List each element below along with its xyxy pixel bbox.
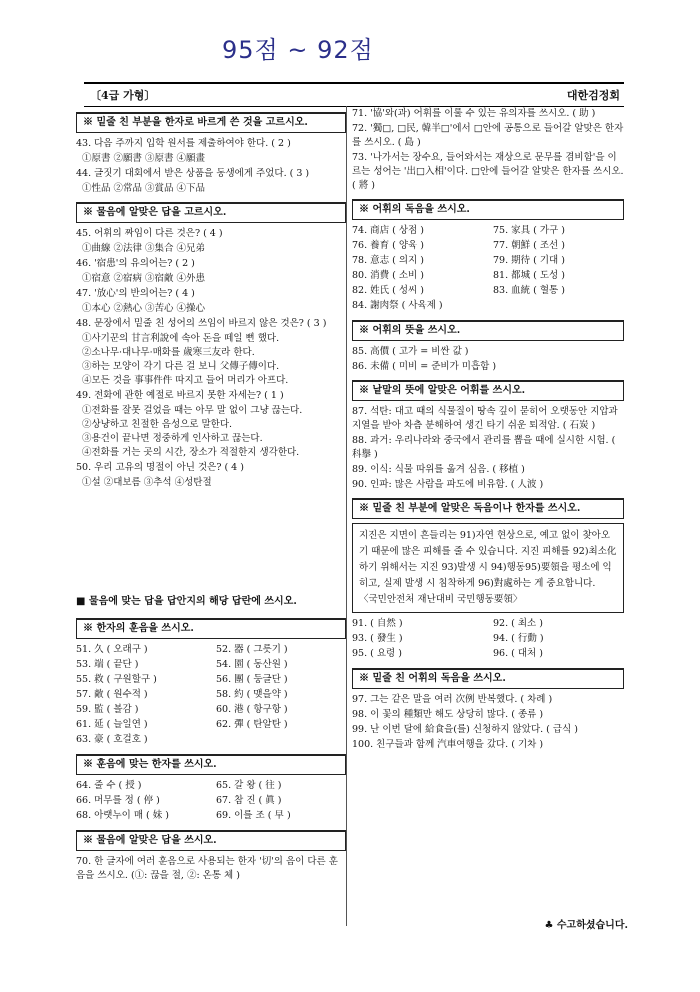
question-72: 72. '獨□, □民, 韓半□'에서 □안에 공통으로 들어갈 알맞은 한자를 쓰시오. ( 島 ) [352,123,624,148]
dokeum-item: 75. 家具 ( 가구 ) [493,225,565,236]
option-48-1: ①사기꾼의 甘言利說에 속아 돈을 떼일 뻔 했다. [82,333,280,344]
passage-answer: 91. ( 自然 ) [352,618,403,629]
hunum-item [216,733,346,748]
exam-level: 〔4급 가형〕 [90,89,156,102]
hunum-grid [76,643,346,748]
hunum-item: 56. 團 ( 둥글단 ) [216,674,288,685]
option-48-2: ②소나무·대나무·매화를 歲寒三友라 한다. [82,347,255,358]
handwritten-score-note: 95점 ~ 92점 [222,36,374,64]
passage-answer: 96. ( 대처 ) [493,648,543,659]
hunum-item: 60. 港 ( 항구항 ) [216,704,288,715]
question-47: 47. '放心'의 반의어는? ( 4 ) [76,288,195,299]
passage-answer: 92. ( 최소 ) [493,618,543,629]
reading-passage: 지진은 지면이 흔들리는 91)자연 현상으로, 예고 없이 찾아오기 때문에 많은 피해를 줄 수 있습니다. 지진 피해를 92)최소化하기 위해서는 지진 93)발생 시 94)행동95)要領을 평소에 익히고, 실제 발생 시 침착하게 96)對處하는 게 중요합니다. 〈국민안전처 재난대비 국민행동要領〉 [352,523,624,613]
fill-item: 66. 머무를 정 ( 停 ) [76,795,160,806]
dokeum-item: 78. 意志 ( 의지 ) [352,255,424,266]
section-title: ※ 밑줄 친 부분을 한자로 바르게 쓴 것을 고르시오. [76,112,346,133]
fill-item: 67. 참 진 ( 眞 ) [216,795,282,806]
section-title: ※ 훈음에 맞는 한자를 쓰시오. [76,754,346,775]
fill-item: 69. 이를 조 ( 早 ) [216,810,291,821]
hunum-item: 58. 約 ( 맺을약 ) [216,689,288,700]
fill-item: 65. 갈 왕 ( 往 ) [216,780,282,791]
dokeum-grid [352,224,624,314]
question-45: 45. 어휘의 짜임이 다른 것은? ( 4 ) [76,228,223,239]
section-title: ※ 한자의 훈음을 쓰시오. [76,618,346,639]
fill-item: 64. 줄 수 ( 授 ) [76,780,142,791]
options-43: ①原書 ②願書 ③原書 ④願畫 [82,153,206,164]
question-48: 48. 문장에서 밑줄 친 성어의 쓰임이 바르지 않은 것은? ( 3 ) [76,318,327,329]
dokeum-item: 81. 都城 ( 도성 ) [493,270,565,281]
hunum-item: 55. 救 ( 구원할구 ) [76,674,157,685]
question-70: 70. 한 글자에 여러 훈음으로 사용되는 한자 '切'의 음이 다른 훈음을 쓰시오. (①: 끊을 절, ②: 온통 체 ) [76,856,338,881]
dokeum-item [493,299,624,314]
passage-answers-grid [352,617,624,662]
exam-header [84,82,624,107]
question-50: 50. 우리 고유의 명절이 아닌 것은? ( 4 ) [76,462,244,473]
dokeum-item: 74. 商店 ( 상점 ) [352,225,424,236]
dokeum-item: 79. 期待 ( 기대 ) [493,255,565,266]
options-50: ①설 ②대보름 ③추석 ④성탄절 [82,477,212,488]
dokeum-item: 77. 朝鮮 ( 조선 ) [493,240,565,251]
option-49-4: ④전화를 거는 곳의 시간, 장소가 적절한지 생각한다. [82,447,300,458]
question-73: 73. '나가서는 장수요, 들어와서는 재상으로 문무를 겸비함'을 이르는 성어는 '出□入相'이다. □안에 들어갈 알맞은 한자를 쓰시오. ( 將 ) [352,152,624,191]
hunum-item: 54. 園 ( 동산원 ) [216,659,288,670]
left-column-lower [76,612,346,884]
question-89: 89. 이식: 식물 따위를 옮겨 심음. ( 移植 ) [352,464,525,475]
dokeum-item: 83. 血統 ( 혈통 ) [493,285,565,296]
section-title: ※ 어휘의 독음을 쓰시오. [352,199,624,220]
fill-hanja-grid [76,779,346,824]
hunum-item: 52. 器 ( 그릇기 ) [216,644,288,655]
hunum-item: 59. 監 ( 볼감 ) [76,704,139,715]
option-49-1: ①전화를 잘못 걸었을 때는 아무 말 없이 그냥 끊는다. [82,405,303,416]
section-title: ※ 밑줄 친 부분에 알맞은 독음이나 한자를 쓰시오. [352,498,624,519]
question-49: 49. 전화에 관한 예절로 바르지 못한 자세는? ( 1 ) [76,390,284,401]
question-97: 97. 그는 같은 말을 여러 次例 반복했다. ( 차례 ) [352,694,553,705]
dokeum-item: 76. 養育 ( 양육 ) [352,240,424,251]
passage-answer: 95. ( 요령 ) [352,648,402,659]
question-90: 90. 인파: 많은 사람을 파도에 비유함. ( 人波 ) [352,479,544,490]
hunum-item: 51. 久 ( 오래구 ) [76,644,148,655]
question-43: 43. 다음 주까지 입학 원서를 제출하여야 한다. ( 2 ) [76,138,291,149]
question-86: 86. 未備 ( 미비 = 준비가 미흡함 ) [352,361,497,372]
instruction-notice: ■ 물음에 맞는 답을 답안지의 해당 답란에 쓰시오. [76,596,297,607]
passage-answer: 94. ( 行動 ) [493,633,544,644]
hunum-item: 63. 豪 ( 호걸호 ) [76,734,148,745]
option-48-3: ③하는 모양이 각기 다른 걸 보니 父傳子傳이다. [82,361,280,372]
options-44: ①性品 ②常品 ③賞品 ④下品 [82,183,206,194]
question-98: 98. 이 꽃의 種類만 해도 상당히 많다. ( 종류 ) [352,709,544,720]
dokeum-item: 84. 謝肉祭 ( 사육제 ) [352,300,443,311]
section-title: ※ 밑줄 친 어휘의 독음을 쓰시오. [352,668,624,689]
question-88: 88. 과거: 우리나라와 중국에서 관리를 뽑을 때에 실시한 시험. ( 科擧 ) [352,435,616,460]
column-divider [346,106,347,926]
section-title: ※ 물음에 알맞은 답을 쓰시오. [76,830,346,851]
section-title: ※ 어휘의 뜻을 쓰시오. [352,320,624,341]
options-47: ①本心 ②熱心 ③苦心 ④操心 [82,303,206,314]
left-column [76,106,346,490]
hunum-item: 62. 彈 ( 탄알탄 ) [216,719,288,730]
question-44: 44. 글짓기 대회에서 받은 상품을 동생에게 주었다. ( 3 ) [76,168,310,179]
fill-item: 68. 아랫누이 매 ( 妹 ) [76,810,170,821]
section-title: ※ 낱말의 뜻에 알맞은 어휘를 쓰시오. [352,380,624,401]
question-46: 46. '宿患'의 유의어는? ( 2 ) [76,258,195,269]
question-85: 85. 高價 ( 고가 = 비싼 값 ) [352,346,469,357]
hunum-item: 53. 端 ( 끝단 ) [76,659,139,670]
option-49-2: ②상냥하고 친절한 음성으로 말한다. [82,419,233,430]
dokeum-item: 80. 消費 ( 소비 ) [352,270,424,281]
option-49-3: ③용건이 끝나면 정중하게 인사하고 끊는다. [82,433,263,444]
options-46: ①宿意 ②宿病 ③宿敵 ④外患 [82,273,206,284]
footer-closing: ♣ 수고하셨습니다. [544,920,628,931]
question-99: 99. 난 이번 달에 給食을(를) 신청하지 않았다. ( 급식 ) [352,724,578,735]
question-100: 100. 친구들과 함께 汽車여행을 갔다. ( 기차 ) [352,739,544,750]
right-column [352,106,624,753]
exam-organizer: 대한검정회 [566,89,620,102]
question-71: 71. '協'와(과) 어휘를 이룰 수 있는 유의자를 쓰시오. ( 助 ) [352,108,596,119]
question-87: 87. 석탄: 대고 때의 식물질이 땅속 깊이 묻히어 오랫동안 지압과 지열을 받아 차츰 분해하여 생긴 타기 쉬운 퇴적암. ( 石炭 ) [352,406,618,431]
option-48-4: ④모든 것을 事事件件 따지고 들어 머리가 아프다. [82,375,289,386]
passage-answer: 93. ( 發生 ) [352,633,403,644]
options-45: ①曲線 ②法律 ③集合 ④兄弟 [82,243,206,254]
dokeum-item: 82. 姓氏 ( 성씨 ) [352,285,424,296]
section-title: ※ 물음에 알맞은 답을 고르시오. [76,202,346,223]
hunum-item: 61. 延 ( 늘일연 ) [76,719,148,730]
hunum-item: 57. 敵 ( 원수적 ) [76,689,148,700]
